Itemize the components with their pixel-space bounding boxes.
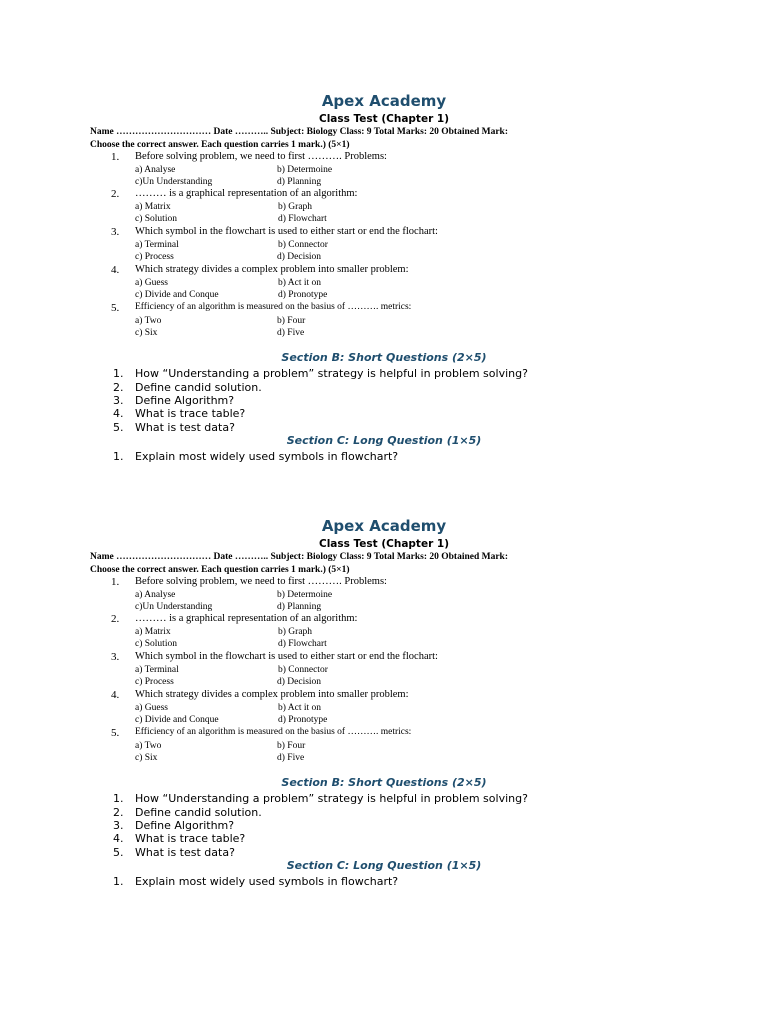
mcq-option: d) Flowchart: [278, 639, 327, 649]
test-title: Class Test (Chapter 1): [318, 538, 450, 550]
mcq-option: b) Act it on: [278, 703, 322, 713]
mcq-option: c) Process: [135, 677, 174, 687]
mcq-option: a) Guess: [135, 703, 168, 713]
short-question-number: 1.: [113, 367, 124, 380]
mcq-question: Which symbol in the flowchart is used to either start or end the flochart:: [135, 226, 438, 237]
mcq-question: ……… is a graphical representation of an algorithm:: [135, 188, 358, 199]
mcq-option: d) Decision: [277, 677, 322, 687]
mcq-option: c) Divide and Conque: [135, 715, 219, 725]
mcq-question: Efficiency of an algorithm is measured on the basius of ………. metrics:: [135, 302, 412, 312]
short-question: Define Algorithm?: [135, 394, 235, 407]
mcq-question: Before solving problem, we need to first ………. Problems:: [135, 576, 387, 587]
mcq-option: d) Planning: [277, 177, 322, 187]
short-question: How “Understanding a problem” strategy is helpful in problem solving?: [135, 792, 528, 805]
mcq-option: c) Six: [135, 328, 158, 338]
mcq-option: a) Terminal: [135, 665, 179, 675]
short-question-number: 2.: [113, 806, 124, 819]
mcq-option: b) Four: [277, 316, 306, 326]
mcq-option: a) Two: [135, 741, 162, 751]
mcq-option: c) Solution: [135, 639, 177, 649]
mcq-option: a) Analyse: [135, 165, 176, 175]
mcq-option: c) Process: [135, 252, 174, 262]
mcq-option: d) Pronotype: [278, 290, 328, 300]
mcq-option: a) Guess: [135, 278, 168, 288]
short-question: What is test data?: [135, 421, 235, 434]
student-info-line: Name ………………………… Date ……….. Subject: Biology Class: 9 Total Marks: 20 Obtained Mark:: [90, 552, 508, 562]
short-question: Define candid solution.: [135, 381, 262, 394]
short-question: How “Understanding a problem” strategy is helpful in problem solving?: [135, 367, 528, 380]
mcq-question: Before solving problem, we need to first ………. Problems:: [135, 151, 387, 162]
mcq-number: 3.: [111, 226, 120, 238]
short-question-number: 3.: [113, 819, 124, 832]
short-question-number: 3.: [113, 394, 124, 407]
section-a-instruction: Choose the correct answer. Each question carries 1 mark.) (5×1): [90, 140, 350, 150]
mcq-option: b) Connector: [278, 240, 328, 250]
mcq-option: b) Graph: [278, 627, 313, 637]
mcq-option: a) Matrix: [135, 627, 171, 637]
mcq-option: b) Act it on: [278, 278, 322, 288]
short-question-number: 4.: [113, 832, 124, 845]
mcq-question: Which strategy divides a complex problem into smaller problem:: [135, 264, 409, 275]
mcq-option: a) Analyse: [135, 590, 176, 600]
mcq-option: b) Four: [277, 741, 306, 751]
long-question: Explain most widely used symbols in flowchart?: [135, 875, 399, 888]
mcq-option: d) Planning: [277, 602, 322, 612]
mcq-option: d) Pronotype: [278, 715, 328, 725]
mcq-option: d) Decision: [277, 252, 322, 262]
short-question-number: 5.: [113, 421, 124, 434]
mcq-option: b) Determoine: [277, 165, 333, 175]
short-question: What is trace table?: [135, 832, 246, 845]
short-question: Define candid solution.: [135, 806, 262, 819]
mcq-option: b) Determoine: [277, 590, 333, 600]
mcq-option: d) Flowchart: [278, 214, 327, 224]
mcq-option: c) Six: [135, 753, 158, 763]
mcq-number: 4.: [111, 264, 120, 276]
mcq-option: b) Connector: [278, 665, 328, 675]
mcq-option: c) Solution: [135, 214, 177, 224]
mcq-number: 5.: [111, 302, 120, 314]
mcq-number: 2.: [111, 613, 120, 625]
section-c-heading: Section C: Long Question (1×5): [286, 859, 482, 872]
mcq-question: Which symbol in the flowchart is used to either start or end the flochart:: [135, 651, 438, 662]
test-title: Class Test (Chapter 1): [318, 113, 450, 125]
mcq-option: d) Five: [277, 753, 305, 763]
short-question-number: 1.: [113, 792, 124, 805]
short-question: What is trace table?: [135, 407, 246, 420]
section-b-heading: Section B: Short Questions (2×5): [281, 776, 487, 789]
mcq-question: ……… is a graphical representation of an algorithm:: [135, 613, 358, 624]
mcq-number: 2.: [111, 188, 120, 200]
long-question-number: 1.: [113, 450, 124, 463]
mcq-option: b) Graph: [278, 202, 313, 212]
mcq-option: a) Matrix: [135, 202, 171, 212]
school-title: Apex Academy: [321, 92, 447, 110]
section-c-heading: Section C: Long Question (1×5): [286, 434, 482, 447]
mcq-option: d) Five: [277, 328, 305, 338]
short-question: What is test data?: [135, 846, 235, 859]
mcq-number: 1.: [111, 151, 120, 163]
test-paper: [0, 0, 768, 463]
student-info-line: Name ………………………… Date ……….. Subject: Biology Class: 9 Total Marks: 20 Obtained Mark:: [90, 127, 508, 137]
short-question-number: 2.: [113, 381, 124, 394]
school-title: Apex Academy: [321, 517, 447, 535]
long-question-number: 1.: [113, 875, 124, 888]
section-a-instruction: Choose the correct answer. Each question carries 1 mark.) (5×1): [90, 565, 350, 575]
mcq-number: 4.: [111, 689, 120, 701]
short-question: Define Algorithm?: [135, 819, 235, 832]
mcq-option: a) Two: [135, 316, 162, 326]
mcq-number: 5.: [111, 727, 120, 739]
short-question-number: 5.: [113, 846, 124, 859]
section-b-heading: Section B: Short Questions (2×5): [281, 351, 487, 364]
mcq-question: Which strategy divides a complex problem into smaller problem:: [135, 689, 409, 700]
mcq-number: 1.: [111, 576, 120, 588]
mcq-option: a) Terminal: [135, 240, 179, 250]
mcq-option: c) Divide and Conque: [135, 290, 219, 300]
mcq-option: c)Un Understanding: [135, 177, 213, 187]
mcq-question: Efficiency of an algorithm is measured on the basius of ………. metrics:: [135, 727, 412, 737]
mcq-number: 3.: [111, 651, 120, 663]
long-question: Explain most widely used symbols in flowchart?: [135, 450, 399, 463]
mcq-option: c)Un Understanding: [135, 602, 213, 612]
short-question-number: 4.: [113, 407, 124, 420]
test-paper: [0, 425, 768, 888]
